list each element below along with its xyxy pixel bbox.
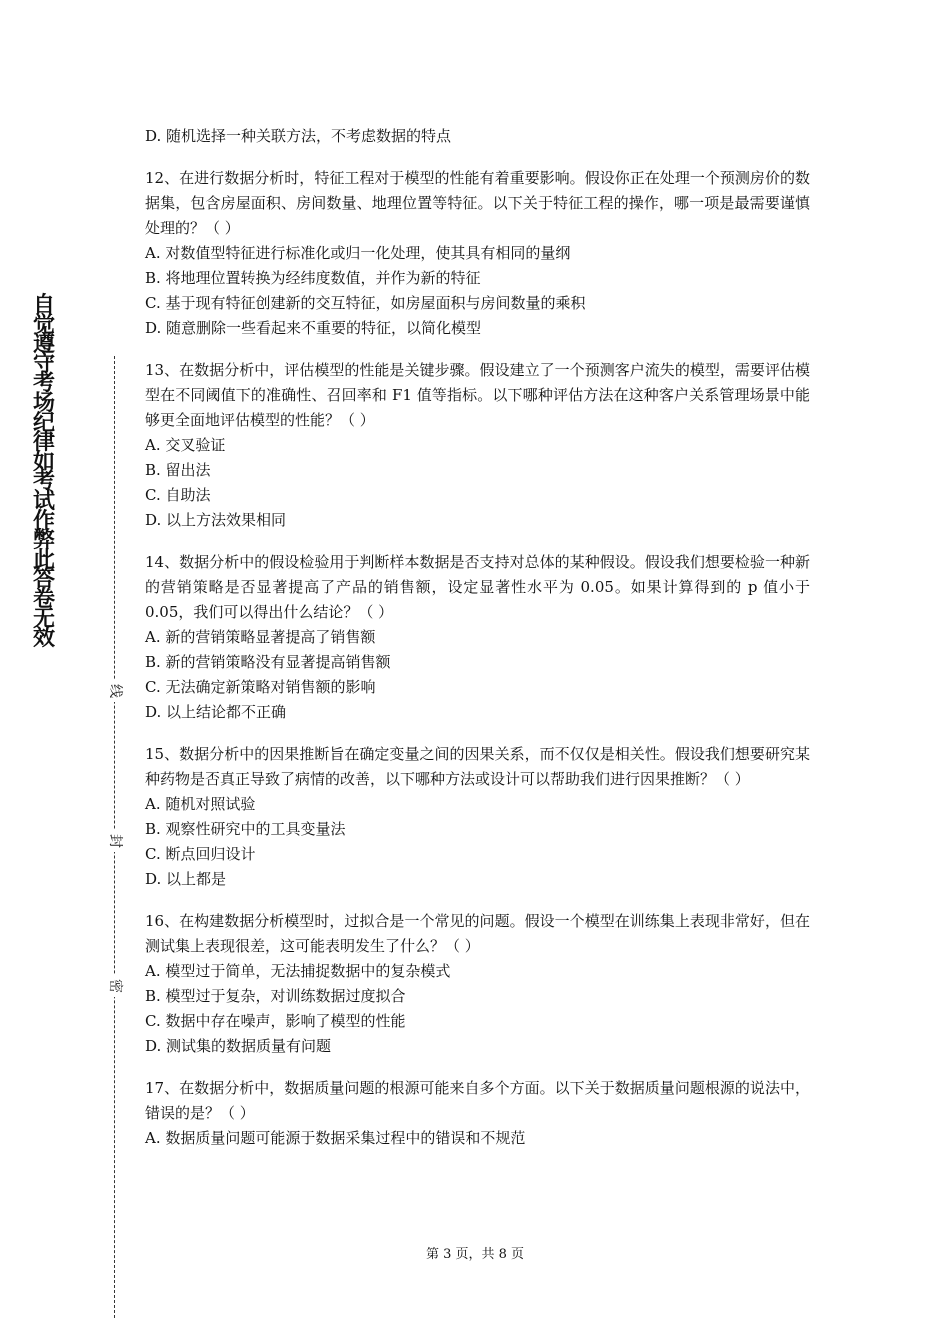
option-c: C. 自助法 [145, 486, 211, 504]
option-d: D. 随意删除一些看起来不重要的特征，以简化模型 [145, 319, 482, 337]
option-a: A. 新的营销策略显著提高了销售额 [145, 628, 376, 646]
question-stem: 12、在进行数据分析时，特征工程对于模型的性能有着重要影响。假设你正在处理一个预测房价的数据集，包含房屋面积、房间数量、地理位置等特征。以下关于特征工程的操作，哪一项是最需要谨慎处理的？（ ） [145, 169, 810, 237]
option-b: B. 新的营销策略没有显著提高销售额 [145, 653, 391, 671]
exam-discipline-notice: 自觉遵守考场纪律如考试作弊此答卷无效 [32, 293, 55, 652]
question-stem: 15、数据分析中的因果推断旨在确定变量之间的因果关系，而不仅仅是相关性。假设我们想要研究某种药物是否真正导致了病情的改善，以下哪种方法或设计可以帮助我们进行因果推断？（ ） [145, 745, 810, 788]
question-content [145, 124, 810, 1151]
binding-mark-line: 线 [104, 680, 126, 702]
option-a: A. 随机对照试验 [145, 795, 256, 813]
binding-mark-seal: 封 [104, 830, 126, 852]
option-b: B. 观察性研究中的工具变量法 [145, 820, 346, 838]
question-13 [145, 358, 810, 533]
question-17 [145, 1076, 810, 1151]
binding-mark-secret: 密 [104, 975, 126, 997]
option-b: B. 模型过于复杂，对训练数据过度拟合 [145, 987, 406, 1005]
question-stem: 14、数据分析中的假设检验用于判断样本数据是否支持对总体的某种假设。假设我们想要检验一种新的营销策略是否显著提高了产品的销售额，设定显著性水平为 0.05。如果计算得到的 p 值小于 0.05，我们可以得出什么结论？（ ） [145, 553, 810, 621]
question-16 [145, 909, 810, 1059]
option-d: D. 测试集的数据质量有问题 [145, 1037, 332, 1055]
option-a: A. 对数值型特征进行标准化或归一化处理，使其具有相同的量纲 [145, 244, 571, 262]
option-d: D. 以上都是 [145, 870, 227, 888]
option-c: C. 基于现有特征创建新的交互特征，如房屋面积与房间数量的乘积 [145, 294, 586, 312]
question-12 [145, 166, 810, 341]
option-c: C. 无法确定新策略对销售额的影响 [145, 678, 376, 696]
option-d: D. 以上结论都不正确 [145, 703, 287, 721]
page-number: 第 3 页，共 8 页 [425, 1247, 525, 1262]
question-14 [145, 550, 810, 725]
option-b: B. 将地理位置转换为经纬度数值，并作为新的特征 [145, 269, 481, 287]
option-d: D. 以上方法效果相同 [145, 511, 287, 529]
question-stem: 13、在数据分析中，评估模型的性能是关键步骤。假设建立了一个预测客户流失的模型，需要评估模型在不同阈值下的准确性、召回率和 F1 值等指标。以下哪种评估方法在这种客户关系管理场景中能够更全面地评估模型的性能？（ ） [145, 361, 810, 429]
option-c: C. 断点回归设计 [145, 845, 256, 863]
option-a: A. 模型过于简单，无法捕捉数据中的复杂模式 [145, 962, 451, 980]
question-stem: 16、在构建数据分析模型时，过拟合是一个常见的问题。假设一个模型在训练集上表现非常好，但在测试集上表现很差，这可能表明发生了什么？（ ） [145, 912, 810, 955]
option-c: C. 数据中存在噪声，影响了模型的性能 [145, 1012, 406, 1030]
q11-option-d: D. 随机选择一种关联方法，不考虑数据的特点 [145, 127, 452, 145]
option-b: B. 留出法 [145, 461, 211, 479]
option-a: A. 交叉验证 [145, 436, 226, 454]
question-15 [145, 742, 810, 892]
option-a: A. 数据质量问题可能源于数据采集过程中的错误和不规范 [145, 1129, 526, 1147]
question-stem: 17、在数据分析中，数据质量问题的根源可能来自多个方面。以下关于数据质量问题根源的说法中，错误的是？（ ） [145, 1079, 810, 1122]
